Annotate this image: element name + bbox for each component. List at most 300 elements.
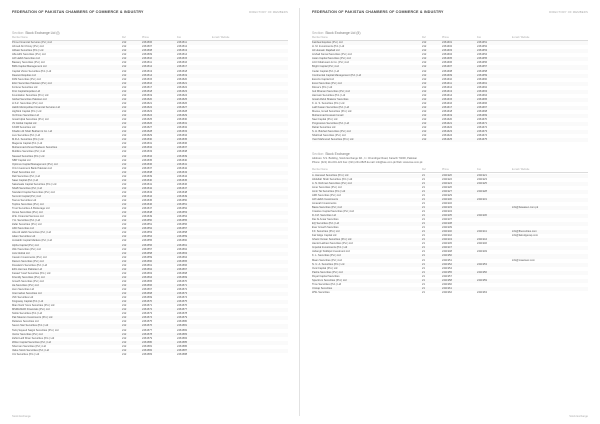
member-ref: 21 <box>422 177 425 181</box>
member-phone: 2461579 <box>142 336 153 340</box>
member-fax: 2461572 <box>177 288 188 292</box>
member-ref: 212 <box>122 114 127 118</box>
member-ref: 212 <box>122 352 127 356</box>
member-name: Ismail Abdul Shakoor Securities <box>312 97 349 101</box>
member-fax: 2461547 <box>177 186 188 190</box>
member-fax: 2461540 <box>177 158 188 162</box>
member-name: Progressive Securities (Pvt.) Ltd <box>312 122 350 126</box>
member-fax: 2461580 <box>177 320 188 324</box>
member-ref: 212 <box>122 271 127 275</box>
member-phone: 2461605 <box>442 57 453 61</box>
member-ref: 212 <box>122 199 127 203</box>
member-phone: 2461536 <box>142 162 153 166</box>
member-fax: 2461538 <box>177 150 188 154</box>
member-name: Escorts Capital Ltd <box>312 77 334 81</box>
member-name: Spectrum Securities (Pvt.) Ltd <box>312 278 347 282</box>
member-ref: 212 <box>422 134 427 138</box>
member-fax: 2461511 <box>177 41 187 45</box>
member-email: info@bawasec.com.pk <box>512 205 539 209</box>
member-fax: 2461588 <box>177 352 188 356</box>
member-name: Ahmed Ali Chinoy (Pvt.) Ltd <box>12 45 44 49</box>
member-name: K. H. S. Securities (Pvt.) Ltd <box>312 101 345 105</box>
member-phone: 2461516 <box>142 81 153 85</box>
member-ref: 212 <box>422 49 427 53</box>
member-ref: 212 <box>122 340 127 344</box>
member-ref: 21 <box>422 234 425 238</box>
member-ref: 21 <box>422 270 425 274</box>
member-ref: 212 <box>122 328 127 332</box>
member-ref: 212 <box>122 45 127 49</box>
member-phone: 2411942 <box>442 234 452 238</box>
member-name: Bright Capital (Pvt.) Ltd <box>312 65 339 69</box>
member-ref: 212 <box>122 85 127 89</box>
member-fax: 2461569 <box>177 275 188 279</box>
member-name: Muhammad Ahmed Nadeem Securities <box>12 146 58 150</box>
member-phone: 2411952 <box>442 262 452 266</box>
member-ref: 212 <box>122 138 127 142</box>
member-name: Zahid Latif Khan Securities (Pvt.) Ltd <box>12 336 55 340</box>
member-phone: 2461521 <box>142 101 153 105</box>
member-phone: 2461608 <box>442 69 453 73</box>
member-ref: 212 <box>122 194 127 198</box>
member-phone: 2461537 <box>142 166 153 170</box>
member-fax: 2461668 <box>477 109 488 113</box>
member-ref: 212 <box>122 332 127 336</box>
member-phone: 2411935 <box>442 214 452 218</box>
member-name: ARK Securities (Pvt.) Ltd <box>312 193 341 197</box>
member-fax: 2411946 <box>477 242 487 246</box>
member-table <box>312 41 588 142</box>
member-ref: 21 <box>422 197 425 201</box>
member-ref: 212 <box>122 259 127 263</box>
member-phone: 2461613 <box>442 89 453 93</box>
member-fax: 2461552 <box>177 207 188 211</box>
member-fax: 2461576 <box>177 304 188 308</box>
member-fax: 2461515 <box>177 57 188 61</box>
member-fax: 2461583 <box>177 332 188 336</box>
member-name: MSMANIAR Financials (Pvt.) Ltd <box>12 308 50 312</box>
table-row <box>12 353 288 357</box>
member-name: EQ Securities (Pvt.) Ltd <box>312 222 340 226</box>
member-name: Value Stock Securities (Pvt.) Ltd <box>12 348 49 352</box>
member-fax: 2461518 <box>177 69 188 73</box>
member-phone: 2461601 <box>442 41 453 45</box>
member-phone: 2461510 <box>142 57 153 61</box>
member-name: AKD Securities Ltd <box>12 227 34 231</box>
member-fax: 2461666 <box>477 101 488 105</box>
member-name: Mian Nazir Sons Securities (Pvt.) Ltd <box>12 304 55 308</box>
member-phone: 2411937 <box>442 218 452 222</box>
member-ref: 212 <box>122 251 127 255</box>
member-fax: 2461556 <box>177 223 188 227</box>
member-name: Ever Growth Securities <box>312 226 339 230</box>
member-ref: 21 <box>422 262 425 266</box>
member-fax: 2461529 <box>177 114 188 118</box>
member-fax: 2411956 <box>477 270 487 274</box>
member-fax: 2461670 <box>477 118 488 122</box>
member-phone: 2461616 <box>442 101 453 105</box>
member-phone: 2411961 <box>442 286 452 290</box>
member-name: Ha Securities (Pvt.) Ltd <box>12 284 39 287</box>
member-ref: 212 <box>422 41 427 45</box>
member-fax: 2461513 <box>177 49 188 53</box>
member-ref: 21 <box>422 205 425 209</box>
member-phone: 2461606 <box>442 61 453 65</box>
member-fax: 2461660 <box>477 77 488 81</box>
member-phone: 2411930 <box>442 197 452 201</box>
member-fax: 2461519 <box>177 73 188 77</box>
member-phone: 2461617 <box>442 105 453 109</box>
member-name: Optimus Capital Management (Pvt.) Ltd <box>12 162 58 166</box>
member-fax: 2461544 <box>177 174 188 178</box>
section-name: Stock Exchange Ltd (II) <box>325 31 361 35</box>
member-phone: 2461570 <box>142 300 153 304</box>
member-phone: 2461540 <box>142 178 153 182</box>
member-name: Kingsway Capital (Pvt.) Ltd <box>12 300 44 304</box>
member-phone: 2461539 <box>142 174 153 178</box>
member-name: Bawa Securities (Pvt.) Ltd <box>312 205 342 209</box>
member-fax: 2411959 <box>477 278 487 282</box>
member-name: Aba Ali Habib Securities (Pvt.) Ltd <box>12 231 51 235</box>
member-name: WSL Securities <box>312 290 330 294</box>
member-phone: 2461534 <box>142 154 153 158</box>
member-ref: 212 <box>122 300 127 304</box>
member-name: Friendly Securities (Pvt.) Ltd <box>12 275 45 279</box>
member-fax: 2461564 <box>177 255 188 259</box>
member-phone: 2461568 <box>142 292 153 296</box>
table-header <box>312 168 588 173</box>
member-fax: 2461548 <box>177 190 188 194</box>
member-name: Pasha Securities (Pvt.) Ltd <box>312 270 343 274</box>
col-fax: Fax <box>477 168 481 172</box>
member-name: Pak Meezan Investments (Pvt.) Ltd <box>12 316 53 320</box>
member-ref: 212 <box>122 207 127 211</box>
member-phone: 2461573 <box>142 312 153 316</box>
member-fax: 2461661 <box>477 81 488 85</box>
member-ref: 212 <box>122 49 127 53</box>
member-fax: 2461555 <box>177 219 188 223</box>
member-name: Taurus Securities Ltd <box>12 199 37 203</box>
member-ref: 212 <box>122 57 127 61</box>
member-phone: 2461571 <box>142 304 153 308</box>
member-phone: 2461580 <box>142 340 153 344</box>
member-ref: 212 <box>122 130 127 134</box>
exchange-info <box>312 152 588 165</box>
member-ref: 212 <box>122 170 127 174</box>
member-ref: 212 <box>122 312 127 316</box>
member-fax: 2461546 <box>177 182 188 186</box>
member-phone: 2461563 <box>142 271 153 275</box>
member-ref: 212 <box>122 81 127 85</box>
member-phone: 2461602 <box>442 45 453 49</box>
member-name: Magenta Capital (Pvt.) Ltd <box>12 142 43 146</box>
member-name: Imperial Investments (Pvt.) Ltd <box>312 246 348 250</box>
member-phone: 2411947 <box>442 246 452 250</box>
member-ref: 212 <box>422 85 427 89</box>
header-title: FEDERATION OF PAKISTAN CHAMBERS OF COMMERCE & INDUSTRY <box>12 10 144 14</box>
member-ref: 21 <box>422 181 425 185</box>
member-name: Time Securities (Pvt.) Ltd <box>312 282 342 286</box>
member-fax: 2461537 <box>177 146 188 150</box>
member-ref: 21 <box>422 218 425 222</box>
member-phone: 2461532 <box>142 146 153 150</box>
member-name: KASB Securities Ltd <box>12 126 36 130</box>
member-ref: 21 <box>422 201 425 205</box>
table-header <box>312 36 588 41</box>
member-name: Harmain Securities (Pvt.) Ltd <box>312 93 346 97</box>
member-fax: 2461530 <box>177 118 188 122</box>
member-phone: 2461527 <box>142 126 153 130</box>
member-ref: 212 <box>122 235 127 239</box>
member-phone: 2461544 <box>142 194 153 198</box>
member-name: Yasir Mahmood Securities (Pvt.) Ltd <box>312 138 354 142</box>
member-phone: 2461515 <box>142 77 153 81</box>
member-name: NBP Capital Ltd <box>12 158 31 162</box>
member-name: Adam Securities Ltd <box>12 235 36 239</box>
member-name: Nael Capital (Pvt.) Ltd <box>312 118 338 122</box>
member-name: Highlink Capital (Pvt.) Ltd <box>12 109 42 113</box>
member-phone: 2461603 <box>442 49 453 53</box>
member-ref: 212 <box>122 158 127 162</box>
member-name: Maan Securities (Pvt.) Ltd <box>312 258 342 262</box>
member-phone: 2461526 <box>142 122 153 126</box>
member-fax: 2461562 <box>177 247 188 251</box>
member-name: Sherman Securities (Pvt.) Ltd <box>12 344 46 348</box>
member-name: D.J.M. Securities Ltd <box>312 214 336 218</box>
member-phone: 2461560 <box>142 259 153 263</box>
member-phone: 2461517 <box>142 85 153 89</box>
member-name: Summit Capital (Pvt.) Ltd <box>12 194 41 198</box>
section-label: Section: <box>12 31 25 35</box>
member-ref: 21 <box>422 274 425 278</box>
member-ref: 212 <box>422 130 427 134</box>
member-ref: 212 <box>122 53 127 57</box>
member-name: Pearl Securities Ltd <box>12 170 35 174</box>
member-name: Uni Securities (Pvt.) Ltd <box>12 352 40 356</box>
member-table <box>12 41 288 357</box>
member-fax: 2461542 <box>177 166 188 170</box>
member-phone: 2461529 <box>142 134 153 138</box>
member-ref: 212 <box>122 324 127 328</box>
member-phone: 2411922 <box>442 177 452 181</box>
table-row <box>312 138 588 142</box>
member-ref: 21 <box>422 282 425 286</box>
member-ref: 212 <box>122 126 127 130</box>
member-name: Alfa Adhi Securities (Pvt.) Ltd <box>12 53 46 57</box>
member-ref: 212 <box>122 219 127 223</box>
member-name: Vector Securities (Pvt.) Ltd <box>12 332 43 336</box>
member-phone: 2411927 <box>442 189 452 193</box>
member-fax: 2461673 <box>477 130 488 134</box>
member-fax: 2461586 <box>177 344 188 348</box>
member-phone: 2461625 <box>442 138 453 142</box>
member-ref: 21 <box>422 173 425 177</box>
member-phone: 2461583 <box>142 352 153 356</box>
member-ref: 212 <box>422 61 427 65</box>
member-name: Live Securities (Pvt.) Ltd <box>12 134 41 138</box>
member-fax: 2461525 <box>177 97 188 101</box>
member-phone: 2461614 <box>442 93 453 97</box>
member-phone: 2461550 <box>142 219 153 223</box>
member-ref: 212 <box>422 81 427 85</box>
member-fax: 2461558 <box>177 231 188 235</box>
member-name: Continental Capital Management (Pvt.) Ltd <box>312 73 362 77</box>
member-phone: 2461524 <box>142 114 153 118</box>
member-email <box>512 291 588 295</box>
member-name: Cassim Investments (Pvt.) Ltd <box>12 255 47 259</box>
member-phone: 2461549 <box>142 215 153 219</box>
member-fax: 2461587 <box>177 348 188 352</box>
member-name: JS Global Capital Ltd <box>12 122 37 126</box>
member-fax: 2461571 <box>177 284 188 287</box>
member-ref: 212 <box>122 231 127 235</box>
member-phone: 2461559 <box>142 255 153 259</box>
member-ref: 212 <box>422 126 427 130</box>
member-name: Al-Habib Capital Markets (Pvt.) Ltd <box>12 239 52 243</box>
member-ref: 212 <box>122 336 127 340</box>
member-name: Dar Al Ansar Securities <box>312 218 339 222</box>
member-phone: 2461551 <box>142 223 153 227</box>
member-fax: 2461581 <box>177 324 188 328</box>
member-email: info@ffsecurities.com <box>512 230 537 234</box>
member-phone: 2411955 <box>442 270 452 274</box>
member-name: Topline Securities (Pvt.) Ltd <box>12 203 44 207</box>
member-phone: 2411929 <box>442 193 452 197</box>
member-phone: 2461572 <box>142 308 153 312</box>
member-ref: 21 <box>422 209 425 213</box>
member-name: Zafar Securities (Pvt.) Ltd <box>12 223 42 227</box>
member-fax: 2461553 <box>177 211 188 215</box>
member-phone: 2461622 <box>442 126 453 130</box>
member-phone: 2461565 <box>142 279 153 283</box>
member-ref: 21 <box>422 238 425 242</box>
page-header <box>312 10 588 18</box>
member-name: Foundation Securities (Pvt.) Ltd <box>12 93 49 97</box>
member-name: Abbasi Securities (Pvt.) Ltd <box>12 49 44 53</box>
member-name: Fair Edge Capital Ltd <box>312 234 337 238</box>
member-name: Capital Vision Securities (Pvt.) Ltd <box>12 69 52 73</box>
member-phone: 2461607 <box>442 65 453 69</box>
member-ref: 212 <box>122 275 127 279</box>
member-ref: 212 <box>122 69 127 73</box>
col-fax: Fax <box>477 36 481 39</box>
member-fax: 2411944 <box>477 238 487 242</box>
section-label: Section: <box>312 152 325 157</box>
member-fax: 2461658 <box>477 69 488 73</box>
member-name: Aziz Fidahusein & Co. (Pvt.) Ltd <box>312 61 349 65</box>
member-name: EFG Hermes Pakistan Ltd <box>12 267 43 271</box>
member-name: S. H. Bukhari Securities (Pvt.) Ltd <box>312 130 351 134</box>
member-phone: 2461569 <box>142 296 153 300</box>
member-fax: 2461573 <box>177 292 188 296</box>
member-fax: 2461520 <box>177 77 188 81</box>
member-fax: 2411923 <box>477 177 487 181</box>
member-ref: 212 <box>122 162 127 166</box>
member-phone: 2411924 <box>442 181 452 185</box>
member-fax: 2461532 <box>177 126 188 130</box>
member-ref: 212 <box>122 150 127 154</box>
member-fax: 2461570 <box>177 279 188 283</box>
col-name: Member Name <box>312 168 328 172</box>
member-name: Amer Securities (Pvt.) Ltd <box>312 185 342 189</box>
member-ref: 212 <box>422 105 427 109</box>
member-phone: 2461513 <box>142 69 153 73</box>
member-fax: 2461585 <box>177 340 188 344</box>
member-phone: 2461615 <box>442 97 453 101</box>
member-phone: 2461562 <box>142 267 153 271</box>
member-fax: 2461662 <box>477 85 488 89</box>
member-fax: 2461566 <box>177 263 188 267</box>
member-ref: 21 <box>422 242 425 246</box>
member-name: Jahangir Siddiqui Investment Ltd <box>312 250 350 254</box>
member-phone: 2461574 <box>142 316 153 320</box>
member-name: Venus Securities (Pvt.) Ltd <box>12 211 43 215</box>
member-ref: 212 <box>122 255 127 259</box>
member-ref: 212 <box>122 122 127 126</box>
member-phone: 2461577 <box>142 328 153 332</box>
member-phone: 2461581 <box>142 344 153 348</box>
member-ref: 212 <box>122 247 127 251</box>
member-ref: 212 <box>122 146 127 150</box>
member-ref: 212 <box>122 267 127 271</box>
member-name: Seven Star Securities (Pvt.) Ltd <box>12 324 49 328</box>
member-name: Noble Securities (Pvt.) Ltd <box>12 312 43 316</box>
member-ref: 21 <box>422 258 425 262</box>
member-phone: 2461566 <box>142 284 153 287</box>
member-phone: 2461514 <box>142 73 153 77</box>
member-phone: 2461509 <box>142 53 153 57</box>
member-ref: 212 <box>122 215 127 219</box>
member-phone: 2411954 <box>442 266 452 270</box>
col-email: E-mail / Website <box>512 36 530 39</box>
member-fax: 2411941 <box>477 230 487 234</box>
member-name: Sakarwala Capital Securities (Pvt.) Ltd <box>12 182 57 186</box>
member-name: Naveed Securities (Pvt.) Ltd <box>12 154 45 158</box>
member-name: Cedar Capital (Pvt.) Ltd <box>312 69 340 73</box>
member-fax: 2461669 <box>477 114 488 118</box>
contact-line: Phone: (021) 111-001-122 Fax: (021) 241-0825 E-mail: info@kse.com.pk Web: www.kse.com.pk <box>312 161 423 165</box>
member-phone: 2461555 <box>142 239 153 243</box>
member-name: F.F. Securities (Pvt.) Ltd <box>312 230 340 234</box>
member-fax: 2461563 <box>177 251 188 255</box>
member-name: Alpha Capital (Pvt.) Ltd <box>12 243 39 247</box>
member-name: Orix Investment Bank Pakistan Ltd <box>12 166 52 170</box>
member-name: Prime Financial Services (Pvt.) Ltd <box>12 41 52 45</box>
member-name: M.R.A. Securities (Pvt.) Ltd <box>12 138 44 142</box>
member-phone: 2411962 <box>442 290 452 294</box>
member-ref: 212 <box>122 182 127 186</box>
member-ref: 212 <box>122 344 127 348</box>
member-phone: 2461507 <box>142 45 153 49</box>
member-name: Dosslani's Securities (Pvt.) Ltd <box>12 263 48 267</box>
col-ref: Ref <box>422 36 426 39</box>
member-fax: 2461551 <box>177 203 188 207</box>
member-phone: 2461506 <box>142 41 153 45</box>
member-ref: 212 <box>122 77 127 81</box>
member-phone: 2411957 <box>442 274 452 278</box>
member-ref: 212 <box>122 61 127 65</box>
member-phone: 2461541 <box>142 182 153 186</box>
table-row <box>312 291 588 295</box>
member-table <box>312 174 588 295</box>
member-phone: 2461567 <box>142 288 153 292</box>
member-ref: 21 <box>422 222 425 226</box>
right-page <box>300 0 600 424</box>
member-fax: 2461577 <box>177 308 188 312</box>
member-name: Shaffi Securities (Pvt.) Ltd <box>12 186 42 190</box>
member-ref: 212 <box>122 105 127 109</box>
member-name: First Capital Equities Ltd <box>12 89 41 93</box>
